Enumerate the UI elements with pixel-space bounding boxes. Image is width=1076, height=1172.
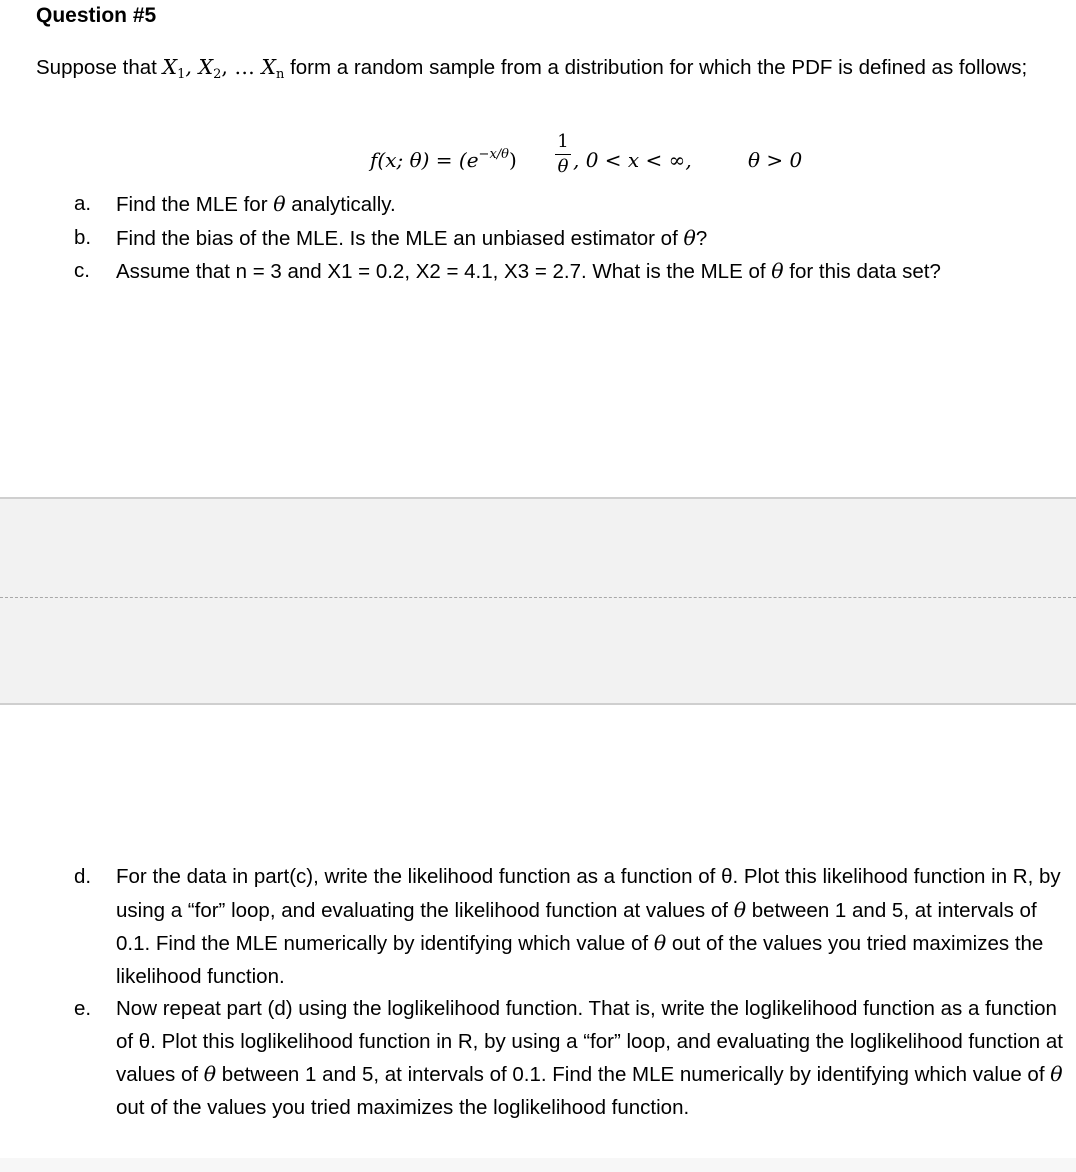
- question-part-e: e. Now repeat part (d) using the loglikelihood function. That is, write the loglikelihood function as a function of θ. Plot this loglikelihood function in R, by using a “for” loop, and evaluating the loglikelihood function at values of θ between 1 and 5, at intervals of 0.1. Find the MLE numerically by identifying which value of θ out of the values you tried maximizes the loglikelihood function.: [74, 993, 1064, 1124]
- formula-fraction: [555, 130, 571, 179]
- question-part-d: d. For the data in part(c), write the likelihood function as a function of θ. Plot this likelihood function in R, by using a “for” loop, and evaluating the likelihood function at values of θ between 1 and 5, at intervals of 0.1. Find the MLE numerically by identifying which value of θ out of the values you tried maximizes the likelihood function.: [74, 861, 1064, 993]
- part-marker: d.: [74, 865, 92, 888]
- intro-text-after: form a random sample from a distribution for which the PDF is defined as follows;: [284, 56, 1028, 79]
- answer-area[interactable]: [0, 497, 1076, 705]
- formula-constraint: θ > 0: [748, 148, 803, 172]
- part-marker: a.: [74, 192, 92, 215]
- question-part-b: b. Find the bias of the MLE. Is the MLE an unbiased estimator of θ?: [74, 222, 1064, 256]
- question-title: Question #5: [36, 4, 157, 27]
- fraction-denominator: θ: [557, 156, 569, 177]
- question-parts-abc: [74, 188, 1064, 289]
- question-part-a: a. Find the MLE for θ analytically.: [74, 188, 1064, 222]
- intro-text-before: Suppose that: [36, 56, 163, 79]
- formula-domain: , 0 < x < ∞,: [573, 148, 692, 172]
- intro-paragraph: [36, 51, 1046, 84]
- question-parts-de: [74, 861, 1064, 1124]
- formula-lhs: f(x; $\theta) = (e^{-x/\theta})$: [370, 147, 517, 172]
- part-marker: e.: [74, 997, 92, 1020]
- sample-sequence: $X_1$, $X_2$, … $X_n$: [162, 55, 285, 82]
- answer-divider: [0, 597, 1076, 598]
- fraction-numerator: 1: [557, 131, 569, 152]
- part-marker: c.: [74, 259, 90, 282]
- question-part-c: c. Assume that n = 3 and X1 = 0.2, X2 = 4.1, X3 = 2.7. What is the MLE of θ for this data set?: [74, 255, 1064, 289]
- formula-exponent: −x/θ: [478, 147, 509, 162]
- part-marker: b.: [74, 225, 92, 249]
- page-bottom-strip: [0, 1158, 1076, 1172]
